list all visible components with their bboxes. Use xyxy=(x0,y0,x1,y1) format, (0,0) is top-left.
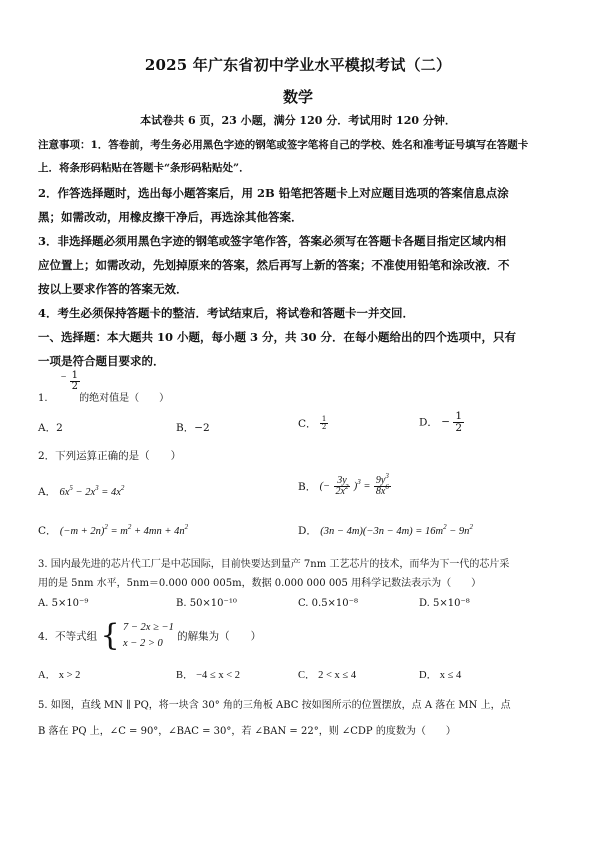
q2-option-a-formula: $6x^5 - 2x^3 = 4x^2$ xyxy=(59,484,125,498)
q1-option-c-fraction: $\frac{1}{2}$ xyxy=(321,415,327,431)
q3-stem-line-1: 3. 国内最先进的芯片代工厂是中芯国际，目前快要达到量产 7nm 工艺芯片的技术，而华为下一代的芯片采 xyxy=(38,559,510,570)
q5-stem-line-1: 5. 如图，直线 MN ∥ PQ，将一块含 30° 角的三角板 ABC 按如图所示的位置摆放，点 A 落在 MN 上，点 xyxy=(38,700,511,711)
q2-option-b-frac1: $\frac{3y}{2x^2}$ xyxy=(335,475,349,497)
q3-option-c: C. 0.5×10⁻⁸ xyxy=(298,598,358,609)
q1-option-d: D． − $\frac{1}{2}$ xyxy=(419,410,463,434)
section-heading-line-2: 一项是符合题目要求的． xyxy=(38,354,165,368)
notice-line-8: 4．考生必须保持答题卡的整洁．考试结束后，将试卷和答题卡一并交回． xyxy=(38,306,414,320)
q4-brace: { xyxy=(100,618,120,653)
notice-line-7: 按以上要求作答的答案无效． xyxy=(38,282,188,296)
q4-option-c: C． 2 < x ≤ 4 xyxy=(298,670,357,681)
q2-option-c-formula: $(-m + 2n)^2 = m^2 + 4mn + 4n^2$ xyxy=(59,523,189,537)
q5-stem-line-2: B 落在 PQ 上，∠C = 90°，∠BAC = 30°，若 ∠BAN = 22°，则 ∠CDP 的度数为（ ） xyxy=(38,726,456,737)
exam-title: 2025 年广东省初中学业水平模拟考试（二） xyxy=(144,56,452,74)
q4-stem: 4．不等式组 { 7 − 2x ≥ −1 x − 2 > 0 的解集为（ ） xyxy=(38,618,262,653)
q2-stem: 2．下列运算正确的是（ ） xyxy=(38,450,182,462)
notice-line-5: 3．非选择题必须用黑色字迹的钢笔或签字笔作答，答案必须写在答题卡各题目指定区域内相 xyxy=(38,234,506,248)
notice-line-6: 应位置上；如需改动，先划掉原来的答案，然后再写上新的答案；不准使用铅笔和涂改液．不 xyxy=(38,258,510,272)
q2-option-a: A． $6x^5 - 2x^3 = 4x^2$ xyxy=(38,484,125,498)
q3-option-a: A. 5×10⁻⁹ xyxy=(38,598,89,609)
notice-line-1: 注意事项：1．答卷前，考生务必用黑色字迹的钢笔或签字笔将自己的学校、姓名和准考证号填写在答题卡 xyxy=(38,139,529,151)
exam-info: 本试卷共 6 页，23 小题，满分 120 分．考试用时 120 分钟． xyxy=(140,114,456,127)
q1-number: 1. xyxy=(38,393,48,404)
notice-line-4: 黑；如需改动，用橡皮擦干净后，再选涂其他答案． xyxy=(38,210,303,224)
q2-option-b-frac2: $\frac{9y^3}{8x^6}$ xyxy=(375,472,389,497)
q4-option-d: D． x ≤ 4 xyxy=(419,670,462,681)
q1-text: 的绝对值是（ ） xyxy=(79,393,170,404)
q2-option-d: D． $(3n - 4m)(-3n - 4m) = 16m^2 - 9n^2$ xyxy=(298,523,473,537)
q4-option-b: B． −4 ≤ x < 2 xyxy=(176,670,240,681)
q1-fraction: $\frac{1}{2}$ xyxy=(71,370,78,392)
q1-option-d-fraction: $\frac{1}{2}$ xyxy=(455,410,463,434)
q3-stem-line-2: 用的是 5nm 水平，5nm＝0.000 000 005m，数据 0.000 000 005 用科学记数法表示为（ ） xyxy=(38,578,482,589)
q4-option-a: A． x > 2 xyxy=(38,670,81,681)
q1-stem xyxy=(38,370,170,404)
q1-option-a: A．2 xyxy=(38,422,63,434)
notice-line-2: 上．将条形码粘贴在答题卡“条形码粘贴处”． xyxy=(38,162,250,174)
section-heading-line-1: 一、选择题：本大题共 10 小题，每小题 3 分，共 30 分．在每小题给出的四个选项中，只有 xyxy=(38,330,517,344)
q1-option-b: B．−2 xyxy=(176,422,210,434)
q2-option-c: C． $(-m + 2n)^2 = m^2 + 4mn + 4n^2$ xyxy=(38,523,189,537)
q1-option-c: C． $\frac{1}{2}$ xyxy=(298,415,327,431)
q1-fraction-sign: − xyxy=(60,372,67,383)
notice-line-3: 2．作答选择题时，选出每小题答案后，用 2B 铅笔把答题卡上对应题目选项的答案信息点涂 xyxy=(38,186,509,200)
q2-option-d-formula: $(3n - 4m)(-3n - 4m) = 16m^2 - 9n^2$ xyxy=(320,523,473,537)
q3-option-d: D. 5×10⁻⁸ xyxy=(419,598,470,609)
q2-option-b: B． (− $\frac{3y}{2x^2}$ )$^3$ = $\frac{9y^3}{8x^6}$ xyxy=(298,472,389,497)
q4-inequality-system: 7 − 2x ≥ −1 x − 2 > 0 xyxy=(122,622,174,649)
exam-subject: 数学 xyxy=(282,88,313,106)
q3-option-b: B. 50×10⁻¹⁰ xyxy=(176,598,237,609)
